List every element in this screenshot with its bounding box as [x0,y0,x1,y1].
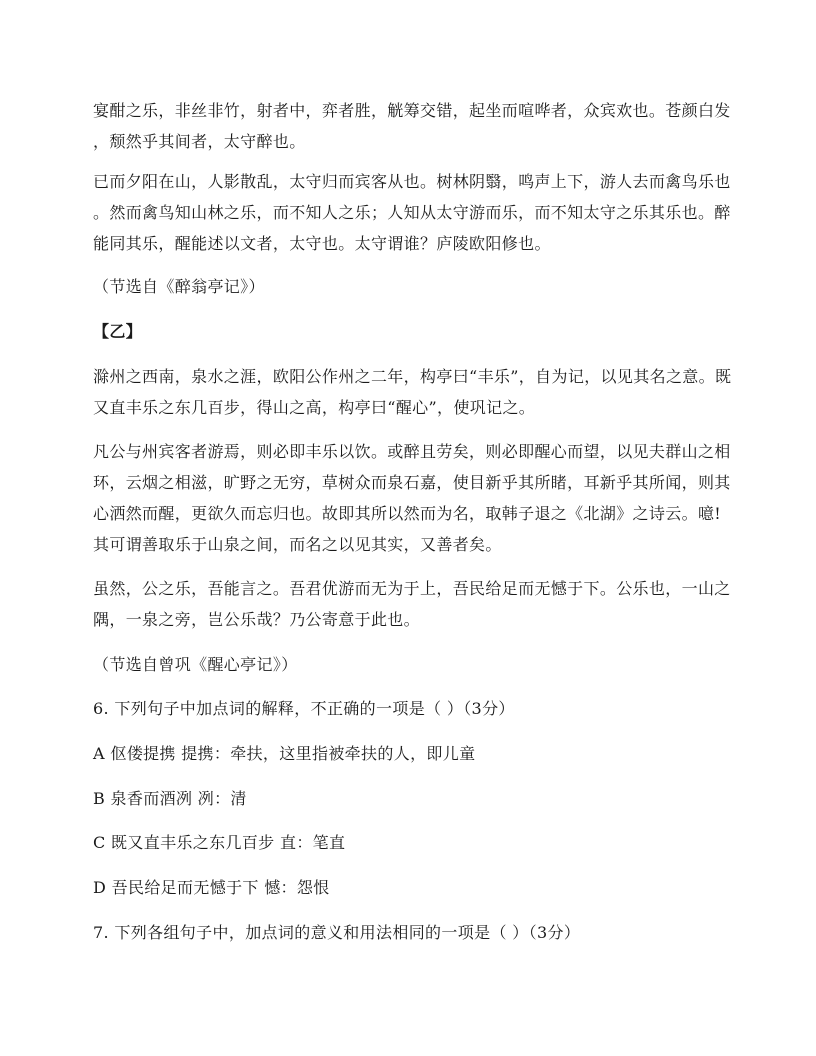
text-line: 滁州之西南，泉水之涯，欧阳公作州之二年，构亭曰“丰乐”，自为记，以见其名之意。既 [93,367,732,386]
question-6-option-b [93,783,733,814]
text-line: 心洒然而醒，更欲久而忘归也。故即其所以然而为名，取韩子退之《北湖》之诗云。噫! [93,504,722,523]
question-6-option-d [93,872,733,903]
section-heading: 【乙】 [93,322,143,341]
yi-paragraph-3 [93,573,733,635]
question-6 [93,693,733,724]
yi-paragraph-1 [93,361,733,423]
jia-source [93,271,733,302]
text-line: 其可谓善取乐于山泉之间，而名之以见其实，又善者矣。 [93,535,502,554]
question-6-option-c [93,827,733,858]
yi-heading-block [93,316,733,347]
jia-paragraph-1 [93,95,733,157]
text-line: 虽然，公之乐，吾能言之。吾君优游而无为于上，吾民给足而无憾于下。公乐也，一山之 [93,579,731,598]
answer-option: D 吾民给足而无憾于下 憾：怨恨 [93,878,330,897]
jia-paragraph-2 [93,166,733,259]
answer-option: C 既又直丰乐之东几百步 直：笔直 [93,833,346,852]
text-line: 环，云烟之相滋，旷野之无穷，草树众而泉石嘉，使目新乎其所睹，耳新乎其所闻，则其 [93,473,731,492]
text-line: 已而夕阳在山，人影散乱，太守归而宾客从也。树林阴翳，鸣声上下，游人去而禽鸟乐也 [93,172,731,191]
source-citation: （节选自《醉翁亭记》） [93,277,265,296]
question-stem: 6. 下列句子中加点词的解释，不正确的一项是（ ）（3分） [93,699,515,718]
text-line: 凡公与州宾客者游焉，则必即丰乐以饮。或醉且劳矣，则必即醒心而望，以见夫群山之相 [93,442,731,461]
text-line: 能同其乐，醒能述以文者，太守也。太守谓谁？庐陵欧阳修也。 [93,234,551,253]
text-line: 。然而禽鸟知山林之乐，而不知人之乐；人知从太守游而乐，而不知太守之乐其乐也。醉 [93,203,731,222]
yi-paragraph-2 [93,436,733,560]
yi-source [93,649,733,680]
question-7 [93,917,733,948]
text-line: 隅，一泉之旁，岂公乐哉？乃公寄意于此也。 [93,610,421,629]
text-line: 又直丰乐之东几百步，得山之高，构亭曰“醒心”，使巩记之。 [93,398,536,417]
question-stem: 7. 下列各组句子中，加点词的意义和用法相同的一项是（ ）（3分） [93,923,581,942]
text-line: ，颓然乎其间者，太守醉也。 [93,132,306,151]
source-citation: （节选自曾巩《醒心亭记》） [93,655,298,674]
answer-option: B 泉香而酒冽 冽：清 [93,789,247,808]
answer-option: A 伛偻提携 提携：牵扶，这里指被牵扶的人，即儿童 [93,744,476,763]
text-line: 宴酣之乐，非丝非竹，射者中，弈者胜，觥筹交错，起坐而喧哗者，众宾欢也。苍颜白发 [93,101,731,120]
question-6-option-a [93,738,733,769]
